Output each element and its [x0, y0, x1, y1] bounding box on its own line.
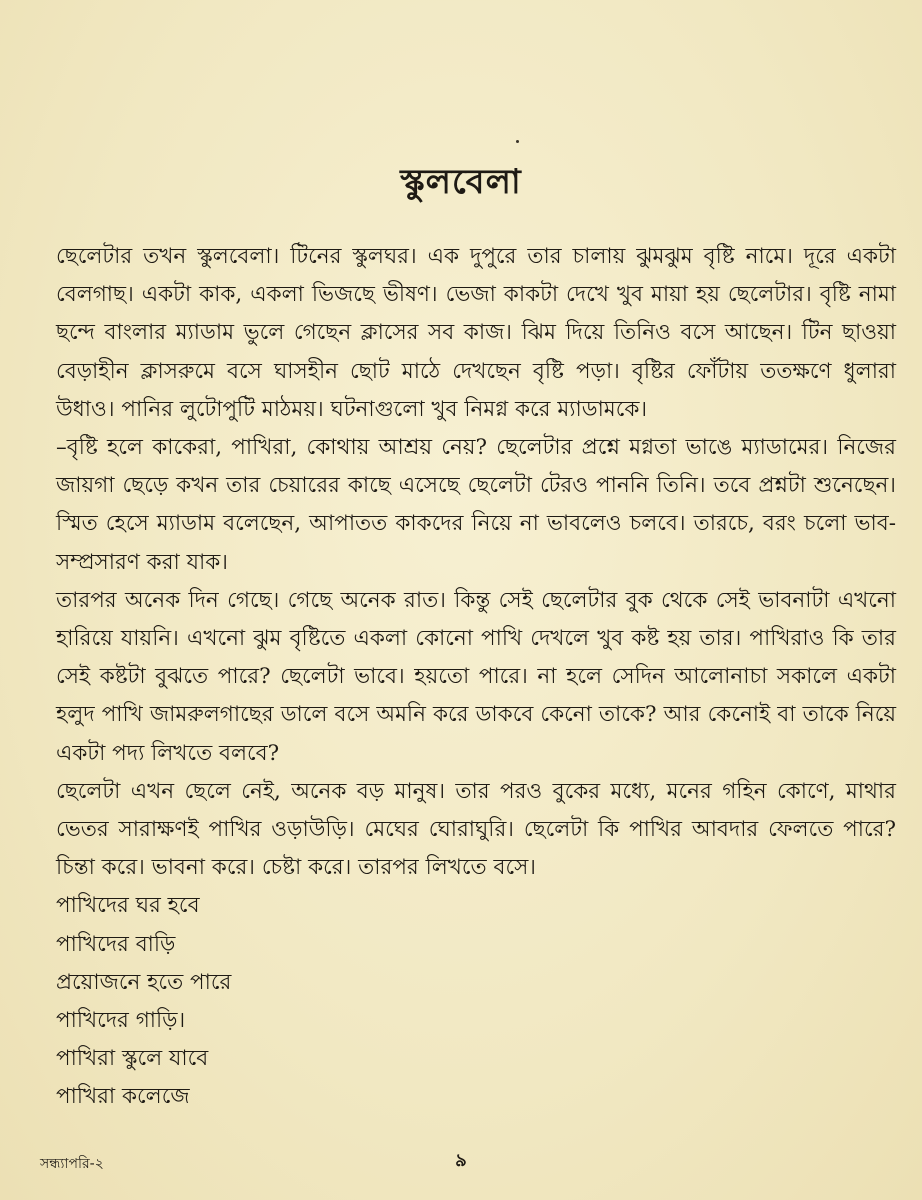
paragraph: ছেলেটার তখন স্কুলবেলা। টিনের স্কুলঘর। এক দুপুরে তার চালায় ঝুমঝুম বৃষ্টি নামে। দূরে একটা বেলগাছ। একটা কাক, একলা ভিজছে ভীষণ। ভেজা কাকটা দেখে খুব মায়া হয় ছেলেটার। বৃষ্টি নামা ছন্দে বাংলার ম্যাডাম ভুলে গেছেন ক্লাসের সব কাজ। ঝিম দিয়ে তিনিও বসে আছেন। টিন ছাওয়া বেড়াহীন ক্লাসরুমে বসে ঘাসহীন ছোট মাঠে দেখছেন বৃষ্টি পড়া। বৃষ্টির ফোঁটায় ততক্ষণে ধুলারা উধাও। পানির লুটোপুটি মাঠময়। ঘটনাগুলো খুব নিমগ্ন করে ম্যাডামকে।: [56, 244, 896, 422]
verse-line: পাখিদের গাড়ি।: [56, 1008, 186, 1034]
verse-line: পাখিদের বাড়ি: [56, 931, 176, 957]
verse-line: পাখিরা স্কুলে যাবে: [56, 1046, 209, 1072]
chapter-title: স্কুলবেলা: [400, 162, 522, 202]
page-body: [56, 238, 896, 1117]
page-number: ৯: [455, 1150, 467, 1171]
book-name-footer: সন্ধ্যাপরি-২: [40, 1156, 104, 1172]
paragraph: ছেলেটা এখন ছেলে নেই, অনেক বড় মানুষ। তার পরও বুকের মধ্যে, মনের গহিন কোণে, মাথার ভেতর সারাক্ষণই পাখির ওড়াউড়ি। মেঘের ঘোরাঘুরি। ছেলেটা কি পাখির আবদার ফেলতে পারে? চিন্তা করে। ভাবনা করে। চেষ্টা করে। তারপর লিখতে বসে।: [56, 778, 896, 881]
paragraph: –বৃষ্টি হলে কাকেরা, পাখিরা, কোথায় আশ্রয় নেয়? ছেলেটার প্রশ্নে মগ্নতা ভাঙে ম্যাডামের। নিজের জায়গা ছেড়ে কখন তার চেয়ারের কাছে এসেছে ছেলেটা টেরও পাননি তিনি। তবে প্রশ্নটা শুনেছেন। স্মিত হেসে ম্যাডাম বলেছেন, আপাতত কাকদের নিয়ে না ভাবলেও চলবে। তারচে, বরং চলো ভাব-সম্প্রসারণ করা যাক।: [56, 435, 896, 575]
ink-speck: [516, 140, 519, 143]
paragraph: তারপর অনেক দিন গেছে। গেছে অনেক রাত। কিন্তু সেই ছেলেটার বুক থেকে সেই ভাবনাটা এখনো হারিয়ে যায়নি। এখনো ঝুম বৃষ্টিতে একলা কোনো পাখি দেখলে খুব কষ্ট হয় তার। পাখিরাও কি তার সেই কষ্টটা বুঝতে পারে? ছেলেটা ভাবে। হয়তো পারে। না হলে সেদিন আলোনাচা সকালে একটা হলুদ পাখি জামরুলগাছের ডালে বসে অমনি করে ডাকবে কেনো তাকে? আর কেনোই বা তাকে নিয়ে একটা পদ্য লিখতে বলবে?: [56, 587, 896, 766]
verse-line: প্রয়োজনে হতে পারে: [56, 969, 232, 995]
verse-line: পাখিদের ঘর হবে: [56, 893, 200, 919]
verse-line: পাখিরা কলেজে: [56, 1084, 190, 1110]
